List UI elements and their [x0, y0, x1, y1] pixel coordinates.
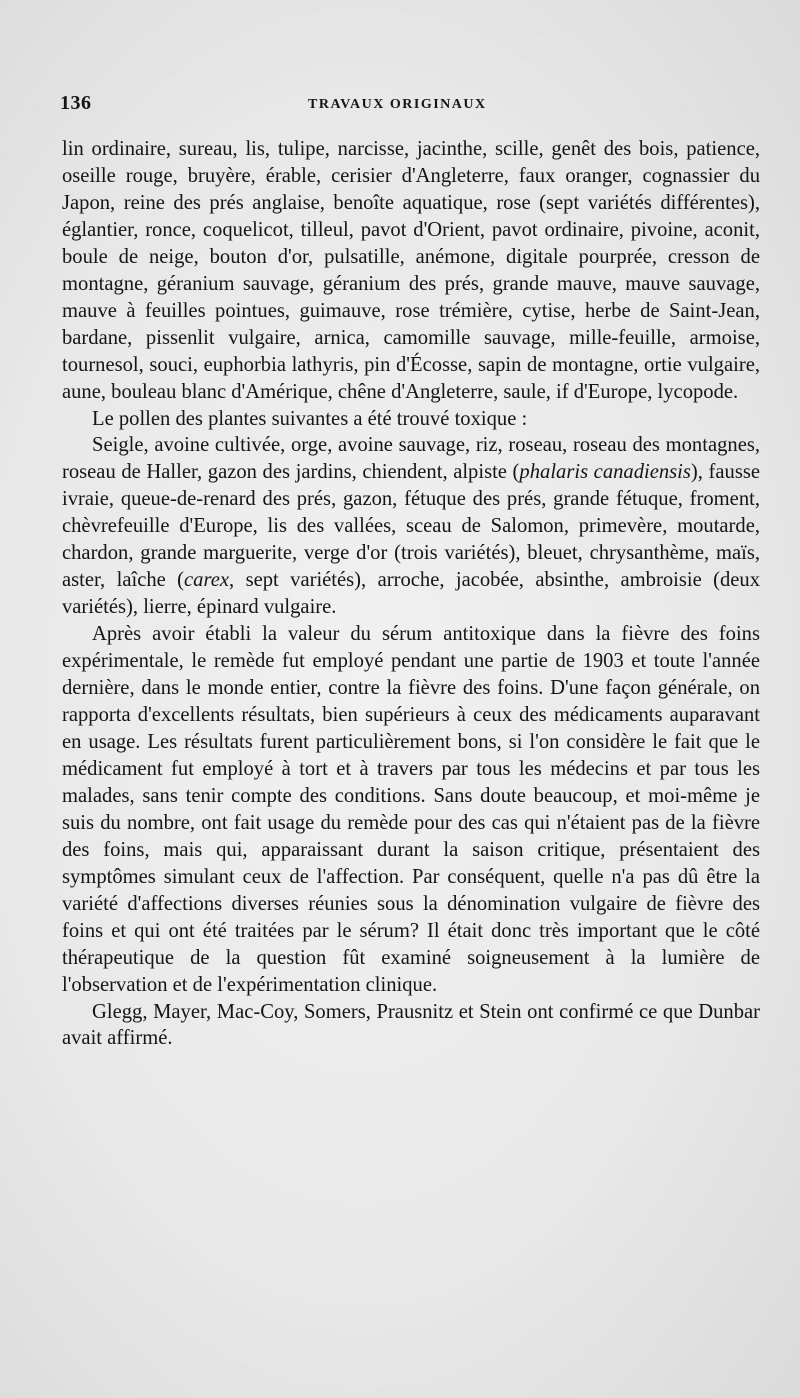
text-run: ), fausse ivraie, queue-de-renard des prés, gazon, fétuque des prés, grande fétuque, froment, chèvrefeuille d'Europe, lis des vallées, sceau de Salomon, primevère, moutarde, chardon, grande marguerite, verge d'or (trois variétés), bleuet, chrysanthème, maïs, aster, laîche (: [62, 461, 760, 592]
paragraph-toxic-pollen-list: [62, 432, 760, 621]
paragraph-confirmations: Glegg, Mayer, Mac-Coy, Somers, Prausnitz et Stein ont confirmé ce que Dunbar avait affirmé.: [62, 1000, 760, 1050]
running-head: TRAVAUX ORIGINAUX: [308, 97, 487, 112]
paragraph-plant-list: lin ordinaire, sureau, lis, tulipe, narcisse, jacinthe, scille, genêt des bois, patience, oseille rouge, bruyère, érable, cerisier d'Angleterre, faux oranger, cognassier du Japon, reine des prés anglaise, benoîte aquatique, rose (sept variétés différentes), églantier, ronce, coquelicot, tilleul, pavot d'Orient, pavot ordinaire, pivoine, aconit, boule de neige, bouton d'or, pulsatille, anémone, digitale pourprée, cresson de montagne, géranium sauvage, géranium des prés, grande mauve, mauve sauvage, mauve à feuilles pointues, guimauve, rose trémière, cytise, herbe de Saint-Jean, bardane, pissenlit vulgaire, arnica, camomille sauvage, mille-feuille, armoise, tournesol, souci, euphorbia lathyris, pin d'Écosse, sapin de montagne, ortie vulgaire, aune, bouleau blanc d'Amérique, chêne d'Angleterre, saule, if d'Europe, lycopode.: [62, 138, 760, 403]
text-run: Seigle, avoine cultivée, orge, avoine sauvage, riz, roseau, roseau des montagnes, roseau de Haller, gazon des jardins, chiendent, alpiste (: [62, 434, 760, 484]
page-body: [62, 136, 760, 1052]
text-run: , sept variétés), arroche, jacobée, absinthe, ambroisie (deux variétés), lierre, épinard vulgaire.: [62, 569, 761, 619]
page-header: [60, 92, 760, 124]
page-number: 136: [60, 92, 92, 114]
paragraph-toxic-pollen-intro: Le pollen des plantes suivantes a été trouvé toxique :: [92, 407, 528, 430]
paragraph-serum-results: Après avoir établi la valeur du sérum antitoxique dans la fièvre des foins expérimentale, le remède fut employé pendant une partie de 1903 et toute l'année dernière, dans le monde entier, contre la fièvre des foins. D'une façon générale, on rapporta d'excellents résultats, bien supérieurs à ceux des médicaments auparavant en usage. Les résultats furent particulièrement bons, si l'on considère le fait que le médicament fut employé à tort et à travers par tous les médecins et par tous les malades, sans tenir compte des conditions. Sans doute beaucoup, et moi-même je suis du nombre, ont fait usage du remède pour des cas qui n'étaient pas de la fièvre des foins, mais qui, apparaissant durant la saison critique, présentaient des symptômes simulant ceux de l'affection. Par conséquent, quelle n'a pas dû être la variété d'affections diverses réunies sous la dénomination vulgaire de fièvre des foins et qui ont été traitées par le sérum? Il était donc très important que le côté thérapeutique de la question fût examiné soigneusement à la lumière de l'observation et de l'expérimentation clinique.: [62, 623, 760, 996]
italic-latin-name: carex: [184, 569, 230, 592]
italic-latin-name: phalaris canadiensis: [519, 461, 691, 484]
